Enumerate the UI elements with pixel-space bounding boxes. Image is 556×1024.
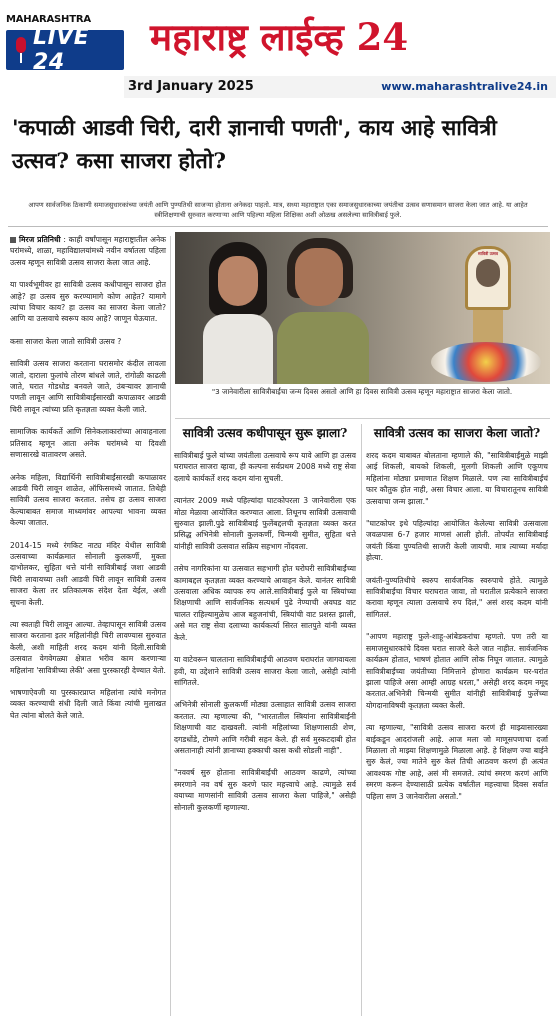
paragraph: "नववर्ष सुरु होताना सावित्रीबाईंची आठवण काढणे, त्यांच्या स्मरणाने नव वर्ष सुरु करणे फार महत्त्वाचे आहे. त्यामुळे सर्व वयाच्या माणसांनी सावित्री उत्सव साजरा केला पाहिजे," असेही सोनाली कुलकर्णी म्हणाल्या. <box>174 768 356 812</box>
paragraph: सावित्री उत्सव साजरा करताना घरासमोर कंदील लावला जातो, दाराला फुलांचे तोरण बांधले जाते, रांगोळी काढली जाते, घरात गोडधोड बनवले जाते, उंबऱ्यावर ज्ञानाची पणती लावून आणि सावित्रीबाईंसारखी कपाळावर आडवी चिरी लावून त्यांच्या प्रति कृतज्ञता व्यक्त केली जाते. <box>10 359 166 414</box>
paragraph: "आपण महाराष्ट्र फुले-शाहू-आंबेडकरांचा म्हणतो. पण तरी या समाजसुधारकांचे दिवस घरात साजरे केले जात नाहीत. सार्वजनिक कार्यक्रम होतात, भाषणं होतात आणि लोक निघून जातात. त्यामुळे सावित्रीबाईंच्या जयंतीच्या निमित्ताने होणारा कार्यक्रम घर-घरांत झाला पाहिजे असा आम्ही आग्रह धरला," असेही शरद कदम नमूद करतात.अभिनेत्री चिन्मयी सुमीत यांनीही सावित्रीबाई फुलेंच्या योगदानाविषयी कृतज्ञता व्यक्त केली. <box>366 632 548 710</box>
site-title: महाराष्ट्र लाईव्ह 24 <box>150 15 409 59</box>
paragraph: सामाजिक कार्यकर्ते आणि सिनेकलाकारांच्या आवाहनाला प्रतिसाद म्हणून आता अनेक घरांमध्ये या दिवशी सणासारखे वातावरण असते. <box>10 427 166 460</box>
paragraph: त्या म्हणाल्या, "सावित्री उत्सव साजरा करणं ही माझ्यासारख्या बाईकडून आदरांजली आहे. आज मला जो माणूसपणाचा दर्जा मिळाला तो माझ्या शिक्षणामुळे मिळाला आहे. हे शिक्षण ज्या बाईने सुरु केलं, ज्या मातेने सुरु केलं तिची आठवण करणं ही अत्यंत आवश्यक गोष्ट आहे, असं मी समजते. त्यांचं स्मरण करणं आणि स्मरण करून देण्यासाठी प्रत्येक वर्षातील महत्त्वाचा दिवस सर्वात पहिला सण 3 जानेवारीला असतो." <box>366 723 548 801</box>
divider <box>175 418 550 419</box>
logo-top-text: MAHARASHTRA <box>6 14 91 25</box>
girl-figure <box>203 242 273 384</box>
article-headline: 'कपाळी आडवी चिरी, दारी ज्ञानाची पणती', काय आहे सावित्री उत्सव? कसा साजरा होतो? <box>12 116 497 174</box>
paragraph: या वाटेवरून चालताना सावित्रीबाईंची आठवण घराघरांत जागवायला हवी, या उद्देशाने सावित्री उत्सव साजरा केला जातो, असेही त्यांनी सांगितले. <box>174 655 356 687</box>
paragraph: "घाटकोपर इथे पहिल्यांदा आयोजित केलेल्या सावित्री उत्सवाला जवळपास 6-7 हजार माणसं आली होती. तोपर्यंत सावित्रीबाई जयंती किंवा पुण्यतिथी साजरी केली जायची. मात्र त्याच्या मर्यादा होत्या. <box>366 519 548 563</box>
column-divider <box>170 236 171 1016</box>
paragraph: जयंती-पुण्यतिथीचे स्वरुप सार्वजनिक स्वरुपाचे होते. त्यामुळे सावित्रीबाईंचा विचार घराघरात जावा, तो घरातील प्रत्येकाने साजरा करावा म्हणून त्याला उत्सवाचे रुप दिलं," असं शरद कदम यांनी सांगितलं. <box>366 575 548 619</box>
paragraph: सावित्रीबाई फुले यांच्या जयंतीला उत्सवाचे रूप यावे आणि हा उत्सव घराघरात साजरा व्हावा, ही कल्पना सर्वप्रथम 2008 मध्ये राष्ट्र सेवा दलाचे कार्यकर्ते शरद कदम यांना सुचली. <box>174 451 356 483</box>
portrait-frame <box>465 246 511 310</box>
paragraph: त्यानंतर 2009 मध्ये पहिल्यांदा घाटकोपरला 3 जानेवारीला एक मोठा मेळावा आयोजित करण्यात आला. तिथूनच सावित्री उत्सवाची सुरुवात झाली.पुढे सावित्रीबाई फुलेंबद्दलची कृतज्ञता व्यक्त करत प्रसिद्ध अभिनेत्री सोनाली कुलकर्णी, चिन्मयी सुमीत, सुहिता थत्ते यांनीही सावित्री उत्सवात सक्रिय सहभाग नोंदवला. <box>174 496 356 551</box>
right-column <box>366 424 548 813</box>
paragraph: : काही वर्षांपासून महाराष्ट्रातील अनेक घरांमध्ये, शाळा, महाविद्यालयांमध्ये नवीन वर्षातला पहिला उत्सव म्हणून सावित्री उत्सव साजरा केला जात आहे. <box>10 235 166 267</box>
paragraph: कसा साजरा केला जातो सावित्री उत्सव ? <box>10 336 122 346</box>
byline: मिरज प्रतिनिधी <box>19 235 61 244</box>
paragraph: अनेक महिला, विद्यार्थिनी सावित्रीबाईंसारखी कपाळावर आडवी चिरी लावून शाळेत, ऑफिसमध्ये जातात. तिथेही सावित्री उत्सव साजरा करतात. तसेच हा उत्सव साजरा केल्याबाबत समाज माध्यमांवर आपल्या भावना व्यक्त केल्या जातात. <box>10 472 166 528</box>
paragraph: भाषणाऐवजी या पुरस्कारप्राप्त महिलांना त्यांचे मनोगत व्यक्त करण्याची संधी दिली जाते किंवा त्यांची मुलाखत घेत त्यांना बोलते केले जाते. <box>10 688 166 720</box>
lead-paragraph <box>10 234 166 268</box>
paragraph: तसेच नागरिकांना या उत्सवात सहभागी होत घरोघरी सावित्रीबाईंच्या कामाबद्दल कृतज्ञता व्यक्त करण्याचे आवाहन केले. यानंतर सावित्री उत्सवाला अधिक व्यापक रुप आले.सावित्रीबाई फुले या स्त्रियांच्या शिक्षणाची आणि सार्वजनिक सत्यधर्म पुढे नेण्याची अवघड वाट चालत राहिल्यामुळेच आज बहुजनांची, स्त्रियांची वाट प्रशस्त झाली, असे मत राष्ट्र सेवा दलाच्या कार्यकर्त्या सिरत सातपुते यांनी व्यक्त केले. <box>174 564 356 642</box>
article-intro: आपण सार्वजनिक ठिकाणी समाजसुधारकांच्या जयंती आणि पुण्यतिथी साजऱ्या होताना अनेकदा पाहतो. मात्र, सध्या महाराष्ट्रात एका समाजसुधारकाच्या जयंतीचा उत्सव सणासमान साजरा केला जात आहे. या आहेत स्त्रीशिक्षणाची सुरुवात करणाऱ्या आणि पहिल्या महिला शिक्षिका अशी ओळख असलेल्या सावित्रीबाई फुले. <box>28 201 528 219</box>
site-url-link[interactable]: www.maharashtralive24.in <box>381 80 548 93</box>
paragraph: 2014-15 मध्ये रंगकिट नाट्य मंदिर येथील सावित्री उत्सवाच्या कार्यक्रमात सोनाली कुलकर्णी, मुक्ता दाभोलकर, सुहिता थत्ते यांनी सावित्रीबाई जशा आडवी चिरी लावायच्या तशी आडवी चिरी लावून सावित्री उत्सव साजरा केला तर प्रतिकात्मक संदेश देता येईल, अशी सूचना केली. <box>10 540 166 607</box>
paragraph: शरद कदम याबाबत बोलताना म्हणाले की, "सावित्रीबाईंमुळे माझी आई शिकली, बायको शिकली, मुलगी शिकली आणि एकूणच महिलांना मोठ्या प्रमाणात शिक्षण मिळाले. पण त्या सावित्रीबाईंचं फार कौतुक होत नाही, असा विचार आला. या विचारातूनच सावित्री उत्सवाचा जन्म झाला." <box>366 451 548 506</box>
column-divider <box>361 424 362 1016</box>
article-photo <box>175 232 550 384</box>
rangoli <box>431 342 541 382</box>
microphone-icon <box>12 35 29 65</box>
byline-marker-icon <box>10 237 16 243</box>
paragraph: अभिनेत्री सोनाली कुलकर्णी मोठ्या उत्साहात सावित्री उत्सव साजरा करतात. त्या म्हणाल्या की, "भारतातील स्त्रियांना सावित्रीबाईंनी शिक्षणाची वाट दाखवली. त्यांनी महिलांच्या शिक्षणासाठी शेण, दगडधोंडे, टोमणे आणि गरीबी सहन केले. ही सर्व मुस्कटदाबी होत असतानाही त्यांनी ज्ञानाच्या हक्काची कास कधी सोडली नाही". <box>174 700 356 755</box>
logo-main-text: LIVE 24 <box>33 25 90 75</box>
portrait-frame-label: सावित्री उत्सव <box>478 251 498 256</box>
divider <box>8 226 548 227</box>
logo-badge <box>6 25 124 75</box>
photo-caption: "3 जानेवारीला सावित्रीबाईंचा जन्म दिवस असतो आणि हा दिवस सावित्री उत्सव म्हणून महाराष्ट्रात साजरा केला जातो. <box>211 387 513 396</box>
left-column <box>10 234 166 732</box>
paragraph: या पार्श्वभूमीवर हा सावित्री उत्सव कधीपासून साजरा होत आहे? हा उत्सव सुरु करण्यामागे कोण आहेत? यामागे त्यांचा विचार काय? हा उत्सव का साजरा केला जातो? आणि या उत्सवाचे स्वरूप काय आहे? जाणून घेऊयात. <box>10 280 166 324</box>
woman-figure <box>277 238 367 384</box>
section-heading: सावित्री उत्सव का साजरा केला जातो? <box>373 426 541 440</box>
section-heading: सावित्री उत्सव कधीपासून सुरू झाला? <box>182 426 348 440</box>
publish-date: 3rd January 2025 <box>128 79 254 94</box>
site-logo[interactable] <box>6 12 124 75</box>
middle-column <box>174 424 356 824</box>
paragraph: त्या स्वतःही चिरी लावून आल्या. तेव्हापासून सावित्री उत्सव साजरा करताना इतर महिलांनीही चिरी लावण्यास सुरुवात केली, अशी माहिती शरद कदम यांनी दिली.सावित्री उत्सवात वेगवेगळ्या क्षेत्रात भरीव काम करणाऱ्या महिलांना 'सावित्रीच्या लेकी' असा पुरस्कारही देण्यात येतो. <box>10 619 166 675</box>
